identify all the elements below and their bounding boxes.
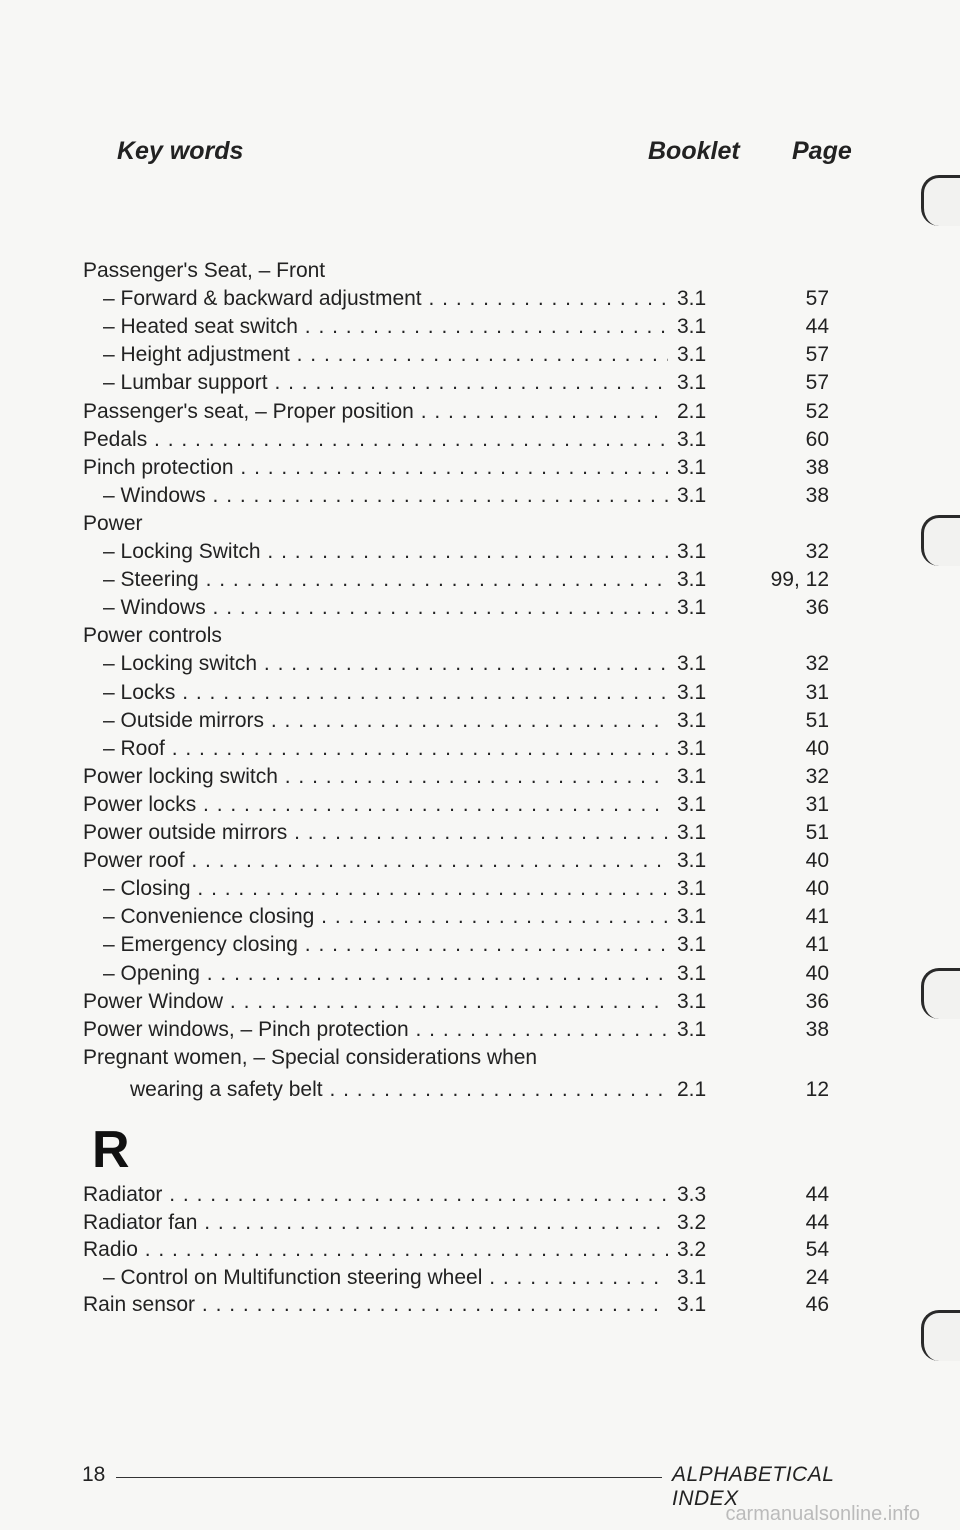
page-number-ref: 31: [805, 680, 829, 704]
index-term: Radiator . . .: [83, 1181, 668, 1209]
index-term: Power outside mirrors . . .: [83, 819, 668, 847]
page-number-ref: 60: [805, 427, 829, 451]
index-row: [0, 847, 960, 875]
index-term: Power windows, – Pinch protection . . .: [83, 1016, 668, 1044]
index-row: [0, 538, 960, 566]
booklet-number: 3.1: [677, 877, 707, 901]
booklet-number: 3.2: [677, 1210, 707, 1234]
index-row: [0, 1076, 960, 1104]
index-term: – Convenience closing . . .: [103, 903, 668, 931]
booklet-number: 3.1: [677, 483, 707, 507]
page-number-ref: 32: [805, 652, 829, 676]
index-row: [0, 988, 960, 1016]
index-row: [0, 1236, 960, 1264]
page-number-ref: 40: [805, 877, 829, 901]
page-number-ref: 44: [805, 1210, 829, 1234]
booklet-number: 3.1: [677, 708, 707, 732]
booklet-number: 3.1: [677, 905, 707, 929]
page-number-ref: 57: [805, 343, 829, 367]
index-term: Power controls: [83, 624, 222, 648]
footer-title: ALPHABETICAL INDEX: [672, 1463, 835, 1510]
page-number-ref: 12: [805, 1077, 829, 1101]
index-term: Power: [83, 511, 143, 535]
index-term: – Roof . . .: [103, 735, 668, 763]
page-number-ref: 36: [805, 989, 829, 1013]
index-row: [0, 1291, 960, 1319]
index-row: [0, 257, 960, 285]
booklet-number: 3.1: [677, 764, 707, 788]
booklet-number: 2.1: [677, 399, 707, 423]
index-term: – Steering . . .: [103, 566, 668, 594]
index-row: [0, 875, 960, 903]
index-term: Radio . . .: [83, 1236, 668, 1264]
index-row: [0, 735, 960, 763]
index-row: [0, 510, 960, 538]
index-term: – Outside mirrors . . .: [103, 707, 668, 735]
index-row: [0, 622, 960, 650]
index-term: Rain sensor . . .: [83, 1291, 668, 1319]
page-number-ref: 36: [805, 596, 829, 620]
booklet-number: 3.1: [677, 821, 707, 844]
page-number-ref: 54: [805, 1238, 829, 1261]
index-row: [0, 1209, 960, 1237]
booklet-number: 3.1: [677, 933, 707, 957]
index-row: [0, 763, 960, 791]
page-number-ref: 51: [805, 821, 829, 844]
index-term: Passenger's Seat, – Front: [83, 259, 326, 282]
booklet-number: 3.1: [677, 315, 707, 339]
index-row: [0, 369, 960, 397]
booklet-number: 3.1: [677, 371, 707, 395]
booklet-number: 3.1: [677, 540, 707, 563]
booklet-number: 3.1: [677, 343, 707, 367]
watermark: carmanualsonline.info: [725, 1503, 920, 1525]
index-row: [0, 454, 960, 482]
page-number-ref: 40: [805, 736, 829, 760]
index-term: – Heated seat switch . . .: [103, 313, 668, 341]
index-term: – Windows . . .: [103, 594, 668, 622]
binder-tab-mark: [921, 175, 960, 226]
index-term: Power locks . . .: [83, 791, 668, 819]
index-term: Pregnant women, – Special considerations when: [83, 1045, 538, 1069]
page-number-ref: 32: [805, 764, 829, 788]
index-row: [0, 931, 960, 959]
booklet-number: 3.3: [677, 1183, 707, 1206]
page-number-ref: 24: [805, 1265, 829, 1289]
booklet-number: 3.1: [677, 1017, 707, 1041]
booklet-number: 3.1: [677, 736, 707, 760]
booklet-number: 3.2: [677, 1238, 707, 1261]
page-number-ref: 99, 12: [770, 568, 829, 592]
index-row: [0, 426, 960, 454]
index-row: [0, 398, 960, 426]
index-term: Power Window . . .: [83, 988, 668, 1016]
index-row: [0, 566, 960, 594]
index-term: Pinch protection . . .: [83, 454, 668, 482]
index-term: – Control on Multifunction steering wheel . . .: [103, 1264, 668, 1292]
header-booklet: Booklet: [648, 137, 740, 165]
booklet-number: 3.1: [677, 427, 707, 451]
booklet-number: 3.1: [677, 568, 707, 592]
index-term: Power locking switch . . .: [83, 763, 668, 791]
section-letter: R: [92, 1121, 130, 1179]
page-number-ref: 51: [805, 708, 829, 732]
page-number-ref: 41: [805, 905, 829, 929]
booklet-number: 3.1: [677, 596, 707, 620]
index-term: – Forward & backward adjustment . . .: [103, 285, 668, 313]
index-term: – Locks . . .: [103, 679, 668, 707]
booklet-number: 3.1: [677, 287, 707, 311]
index-term: – Locking switch . . .: [103, 650, 668, 678]
header-key-words: Key words: [117, 137, 244, 165]
index-row: [0, 1044, 960, 1072]
index-term: wearing a safety belt . . .: [130, 1076, 668, 1104]
index-row: [0, 650, 960, 678]
page-number-ref: 44: [805, 1183, 829, 1206]
index-term: – Emergency closing . . .: [103, 931, 668, 959]
index-term: – Height adjustment . . .: [103, 341, 668, 369]
index-term: – Locking Switch . . .: [103, 538, 668, 566]
index-term: Radiator fan . . .: [83, 1209, 668, 1237]
index-term: – Lumbar support . . .: [103, 369, 668, 397]
booklet-number: 3.1: [677, 1265, 707, 1289]
index-row: [0, 482, 960, 510]
page-number-ref: 38: [805, 483, 829, 507]
index-row: [0, 341, 960, 369]
booklet-number: 3.1: [677, 652, 707, 676]
index-row: [0, 903, 960, 931]
page-number-ref: 57: [805, 287, 829, 311]
booklet-number: 3.1: [677, 989, 707, 1013]
index-row: [0, 791, 960, 819]
index-row: [0, 594, 960, 622]
page-number-ref: 44: [805, 315, 829, 339]
page-number-ref: 40: [805, 961, 829, 985]
page-number-ref: 31: [805, 792, 829, 816]
page-footer: [82, 1463, 842, 1510]
header-page: Page: [792, 137, 852, 165]
index-row: [0, 1016, 960, 1044]
page-number-ref: 32: [805, 540, 829, 563]
index-row: [0, 707, 960, 735]
index-row: [0, 313, 960, 341]
page-number: 18: [82, 1463, 106, 1486]
index-term: – Windows . . .: [103, 482, 668, 510]
binder-tab-mark: [921, 515, 960, 566]
booklet-number: 3.1: [677, 680, 707, 704]
booklet-number: 3.1: [677, 1293, 707, 1316]
page-number-ref: 40: [805, 849, 829, 873]
page-number-ref: 46: [805, 1293, 829, 1316]
index-row: [0, 285, 960, 313]
page-number-ref: 52: [805, 399, 829, 423]
booklet-number: 2.1: [677, 1077, 707, 1101]
page-number-ref: 38: [805, 455, 829, 479]
index-term: – Opening . . .: [103, 960, 668, 988]
binder-tab-mark: [921, 968, 960, 1019]
index-row: [0, 1181, 960, 1209]
index-row: [0, 1264, 960, 1292]
index-row: [0, 960, 960, 988]
page-number-ref: 41: [805, 933, 829, 957]
index-term: Passenger's seat, – Proper position . . .: [83, 398, 668, 426]
index-row: [0, 679, 960, 707]
index-row: [0, 819, 960, 847]
booklet-number: 3.1: [677, 792, 707, 816]
binder-tab-mark: [921, 1310, 960, 1361]
booklet-number: 3.1: [677, 455, 707, 479]
page-number-ref: 38: [805, 1017, 829, 1041]
booklet-number: 3.1: [677, 849, 707, 873]
footer-rule: [116, 1477, 662, 1478]
index-term: – Closing . . .: [103, 875, 668, 903]
page-number-ref: 57: [805, 371, 829, 395]
index-term: Pedals . . .: [83, 426, 668, 454]
index-term: Power roof . . .: [83, 847, 668, 875]
booklet-number: 3.1: [677, 961, 707, 985]
